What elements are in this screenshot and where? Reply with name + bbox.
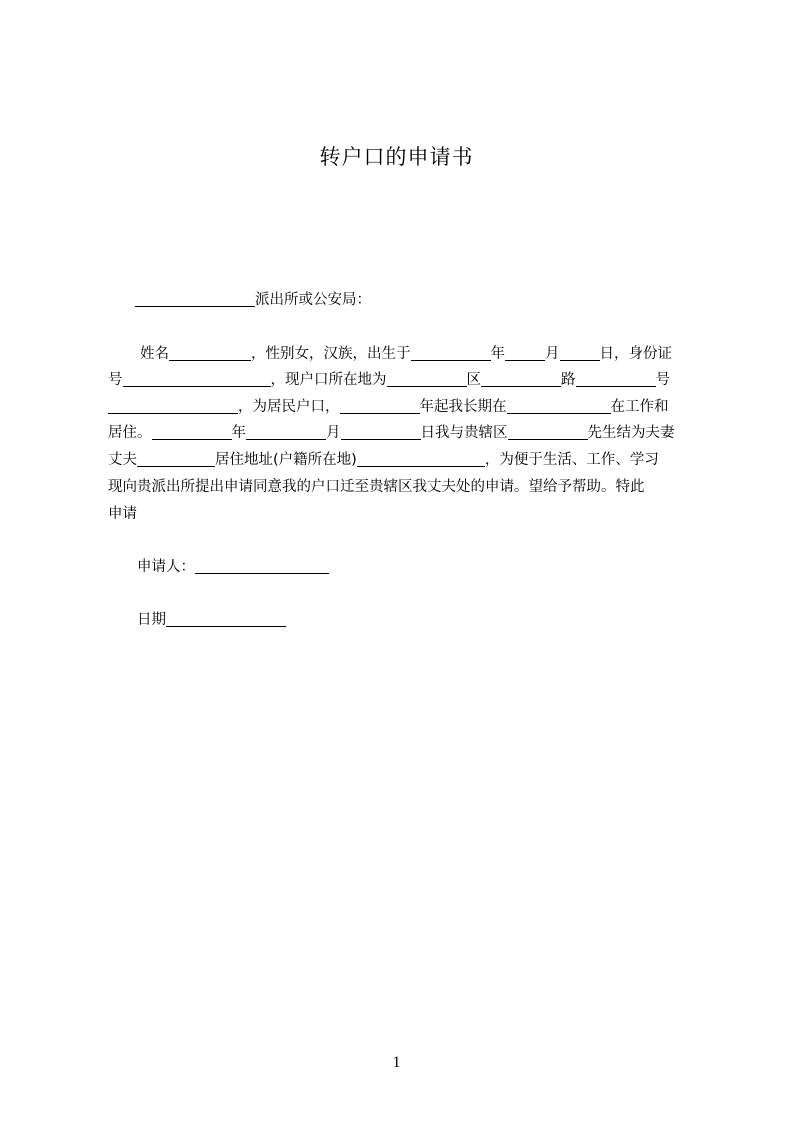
addressee-line — [135, 289, 371, 311]
applicant-label: 申请人： — [137, 559, 195, 575]
birth-month-blank[interactable] — [505, 345, 545, 361]
text-convenience: ，为便于生活、工作、学习 — [484, 452, 659, 468]
marriage-year-blank[interactable] — [152, 424, 232, 440]
text-road: 路 — [561, 372, 576, 388]
body-line-5 — [108, 449, 659, 471]
workplace-blank[interactable] — [507, 398, 611, 414]
since-year-blank[interactable] — [340, 398, 420, 414]
addressee-suffix: 派出所或公安局： — [255, 292, 371, 308]
text-month: 月 — [545, 346, 560, 362]
text-work-live: 在工作和 — [610, 399, 669, 415]
date-blank[interactable] — [166, 611, 286, 627]
text-married-in-district: 日我与贵辖区 — [420, 425, 508, 441]
body-line-4 — [108, 422, 675, 444]
birth-day-blank[interactable] — [560, 345, 600, 361]
applicant-line — [137, 556, 329, 578]
id-number-blank[interactable] — [123, 371, 271, 387]
text-house-number: 号 — [655, 372, 670, 388]
address-blank[interactable] — [357, 451, 485, 467]
husband-blank[interactable] — [137, 451, 215, 467]
name-blank[interactable] — [169, 345, 251, 361]
road-blank[interactable] — [481, 371, 561, 387]
marriage-day-blank[interactable] — [341, 424, 421, 440]
body-line-7: 申请 — [108, 506, 137, 522]
text-year: 年 — [490, 346, 505, 362]
marriage-month-blank[interactable] — [246, 424, 326, 440]
district-blank[interactable] — [387, 371, 467, 387]
text-year-2: 年 — [231, 425, 246, 441]
text-husband: 丈夫 — [108, 452, 137, 468]
text-address-label: 居住地址(户籍所在地) — [215, 452, 357, 468]
body-line-2 — [108, 369, 670, 391]
text-name-label: 姓名 — [140, 346, 169, 362]
text-month-2: 月 — [326, 425, 341, 441]
page-number: 1 — [392, 1054, 401, 1071]
text-number: 号 — [108, 372, 123, 388]
addressee-blank[interactable] — [135, 291, 255, 307]
applicant-blank[interactable] — [195, 558, 329, 574]
date-line — [137, 609, 286, 631]
text-district: 区 — [466, 372, 481, 388]
text-since-year: 年起我长期在 — [419, 399, 507, 415]
husband-name-blank[interactable] — [508, 424, 588, 440]
text-gender-ethnicity: ，性别女，汉族，出生于 — [251, 346, 411, 362]
document-title: 转户口的申请书 — [319, 145, 474, 169]
house-number-cont-blank[interactable] — [108, 398, 238, 414]
text-married-couple: 先生结为夫妻 — [587, 425, 675, 441]
house-number-blank[interactable] — [576, 371, 656, 387]
body-line-3 — [108, 396, 669, 418]
text-resident-hukou: ，为居民户口， — [238, 399, 340, 415]
body-line-1 — [140, 343, 672, 365]
body-line-6: 现向贵派出所提出申请同意我的户口迁至贵辖区我丈夫处的申请。望给予帮助。特此 — [108, 479, 645, 495]
date-label: 日期 — [137, 612, 166, 628]
text-current-residence: ，现户口所在地为 — [270, 372, 387, 388]
birth-year-blank[interactable] — [411, 345, 491, 361]
text-live: 居住。 — [108, 425, 152, 441]
text-day-id: 日，身份证 — [599, 346, 672, 362]
